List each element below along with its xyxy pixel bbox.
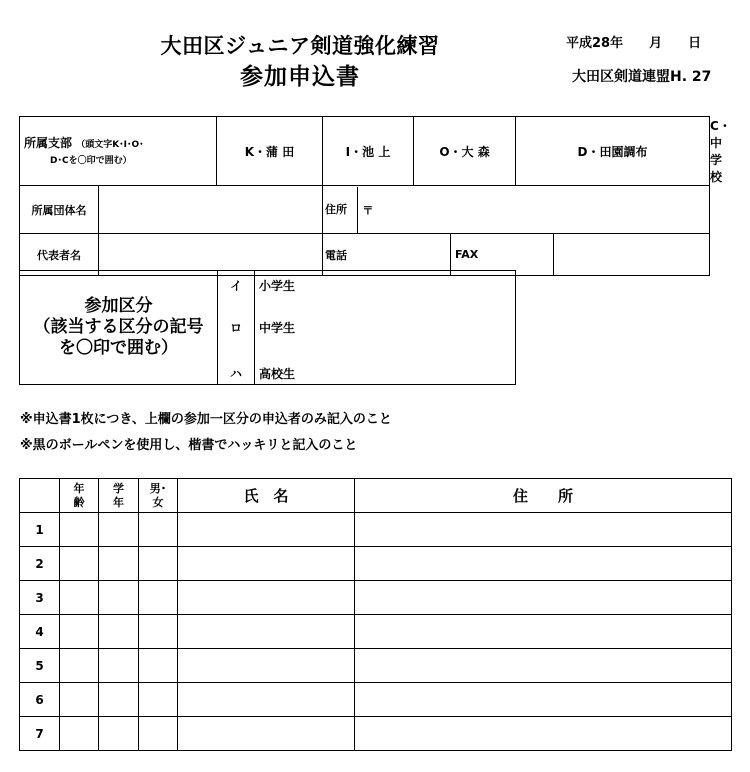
rep-name-label: 代表者名 bbox=[20, 234, 99, 276]
branch-label-cell bbox=[20, 117, 217, 186]
age-field[interactable] bbox=[60, 615, 99, 649]
category-label-elementary: 小学生 bbox=[255, 271, 516, 309]
age-field[interactable] bbox=[60, 547, 99, 581]
table-row bbox=[20, 581, 732, 615]
fax-field[interactable] bbox=[554, 234, 710, 276]
table-row bbox=[20, 615, 732, 649]
note-2: ※黒のボールペンを使用し、楷書でハッキリと記入のこと bbox=[20, 438, 358, 453]
category-mark-ro[interactable]: ロ bbox=[218, 309, 255, 347]
name-field[interactable] bbox=[178, 615, 355, 649]
category-mark-ha[interactable]: ハ bbox=[218, 347, 255, 385]
grade-field[interactable] bbox=[99, 513, 139, 547]
address-field[interactable] bbox=[355, 649, 732, 683]
sex-field[interactable] bbox=[139, 649, 178, 683]
row-number: 7 bbox=[20, 717, 60, 751]
grade-field[interactable] bbox=[99, 547, 139, 581]
category-mark-i[interactable]: イ bbox=[218, 271, 255, 309]
note-1: ※申込書1枚につき、上欄の参加一区分の申込者のみ記入のこと bbox=[20, 412, 392, 427]
address-field[interactable] bbox=[355, 547, 732, 581]
age-field[interactable] bbox=[60, 513, 99, 547]
name-field[interactable] bbox=[178, 581, 355, 615]
address-field[interactable] bbox=[355, 717, 732, 751]
name-field[interactable] bbox=[178, 547, 355, 581]
branch-label: 所属支部 bbox=[24, 136, 73, 150]
category-title-cell bbox=[20, 271, 218, 385]
branch-sublabel-1: （頭文字K･I･O･ bbox=[76, 140, 144, 150]
row-number: 5 bbox=[20, 649, 60, 683]
table-row bbox=[20, 513, 732, 547]
table-row bbox=[20, 649, 732, 683]
row-number: 1 bbox=[20, 513, 60, 547]
name-field[interactable] bbox=[178, 717, 355, 751]
age-field[interactable] bbox=[60, 683, 99, 717]
form-subtitle: 参加申込書 bbox=[240, 64, 360, 90]
address-field[interactable] bbox=[355, 615, 732, 649]
table-row bbox=[20, 547, 732, 581]
roster-header-name: 氏 名 bbox=[178, 479, 355, 513]
phone-label: 電話 bbox=[325, 248, 347, 262]
org-name-label: 所属団体名 bbox=[20, 186, 99, 234]
form-title: 大田区ジュニア剣道強化練習 bbox=[160, 34, 440, 58]
age-field[interactable] bbox=[60, 581, 99, 615]
name-field[interactable] bbox=[178, 513, 355, 547]
address-field[interactable] bbox=[355, 683, 732, 717]
table-row bbox=[20, 717, 732, 751]
postal-mark: 〒 bbox=[362, 203, 374, 217]
row-number: 2 bbox=[20, 547, 60, 581]
grade-field[interactable] bbox=[99, 717, 139, 751]
sex-field[interactable] bbox=[139, 615, 178, 649]
grade-field[interactable] bbox=[99, 649, 139, 683]
form-date: 平成28年 月 日 bbox=[566, 36, 702, 51]
grade-field[interactable] bbox=[99, 683, 139, 717]
row-number: 6 bbox=[20, 683, 60, 717]
name-field[interactable] bbox=[178, 683, 355, 717]
roster-header-address: 住 所 bbox=[355, 479, 732, 513]
grade-field[interactable] bbox=[99, 615, 139, 649]
branch-group-table: 所属支部 （頭文字K･I･O･ D･Cを〇印で囲む） K・蒲 田 I・池 上 O・大 森 D・田園調布 C・中学校 所属団体名 住所 〒 代表者名 電話 FAX bbox=[19, 116, 710, 276]
address-label: 住所 bbox=[325, 203, 347, 216]
address-cell[interactable] bbox=[323, 186, 710, 234]
category-title-2: （該当する区分の記号 bbox=[33, 317, 204, 337]
branch-option-o[interactable]: O・大 森 bbox=[414, 117, 516, 186]
grade-field[interactable] bbox=[99, 581, 139, 615]
sex-field[interactable] bbox=[139, 683, 178, 717]
row-number: 3 bbox=[20, 581, 60, 615]
name-field[interactable] bbox=[178, 649, 355, 683]
row-number: 4 bbox=[20, 615, 60, 649]
category-label-high-school: 高校生 bbox=[255, 347, 516, 385]
branch-option-k[interactable]: K・蒲 田 bbox=[217, 117, 323, 186]
category-label-junior-high: 中学生 bbox=[255, 309, 516, 347]
branch-option-i[interactable]: I・池 上 bbox=[323, 117, 414, 186]
sex-field[interactable] bbox=[139, 581, 178, 615]
roster-header-grade: 学 年 bbox=[99, 479, 139, 513]
sex-field[interactable] bbox=[139, 547, 178, 581]
branch-sublabel-2: D･Cを〇印で囲む） bbox=[50, 156, 132, 166]
roster-table bbox=[19, 478, 732, 751]
category-title-3: を〇印で囲む） bbox=[59, 338, 178, 358]
sex-field[interactable] bbox=[139, 513, 178, 547]
sex-field[interactable] bbox=[139, 717, 178, 751]
organization-name: 大田区剣道連盟H. 27 bbox=[572, 69, 712, 85]
roster-header-age: 年 齢 bbox=[60, 479, 99, 513]
roster-header-sex: 男･ 女 bbox=[139, 479, 178, 513]
age-field[interactable] bbox=[60, 717, 99, 751]
branch-option-d[interactable]: D・田園調布 bbox=[516, 117, 710, 186]
category-table bbox=[19, 270, 516, 385]
org-name-field[interactable] bbox=[99, 186, 323, 234]
fax-label: FAX bbox=[451, 234, 554, 276]
address-field[interactable] bbox=[355, 581, 732, 615]
address-field[interactable] bbox=[355, 513, 732, 547]
age-field[interactable] bbox=[60, 649, 99, 683]
roster-header-index bbox=[20, 479, 60, 513]
table-row bbox=[20, 683, 732, 717]
category-title-1: 参加区分 bbox=[84, 296, 153, 316]
